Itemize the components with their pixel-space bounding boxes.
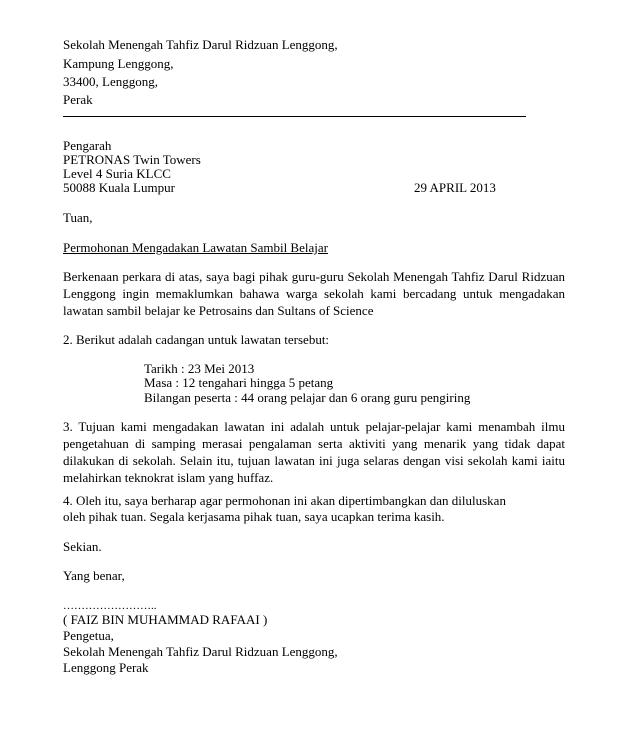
detail-masa: Masa : 12 tengahari hingga 5 petang [144, 375, 334, 390]
subject-line: Permohonan Mengadakan Lawatan Sambil Belajar [63, 240, 328, 255]
detail-bilangan: Bilangan peserta : 44 orang pelajar dan 6 orang guru pengiring [144, 390, 471, 405]
salutation: Tuan, [63, 210, 93, 225]
sender-line-1: Sekolah Menengah Tahfiz Darul Ridzuan Lenggong, [63, 37, 338, 52]
recipient-line-3: Level 4 Suria KLCC [63, 166, 171, 181]
recipient-line-1: Pengarah [63, 138, 112, 153]
letter-date: 29 APRIL 2013 [414, 180, 496, 195]
detail-tarikh: Tarikh : 23 Mei 2013 [144, 361, 255, 376]
paragraph-1: Berkenaan perkara di atas, saya bagi pihak guru-guru Sekolah Menengah Tahfiz Darul Ridzuan Lenggong ingin memaklumkan bahawa warga sekolah kami bercadang untuk mengadakan lawatan sambil belajar ke Petrosains dan Sultans of Science [63, 269, 565, 318]
recipient-line-4: 50088 Kuala Lumpur [63, 180, 175, 195]
signatory-org: Sekolah Menengah Tahfiz Darul Ridzuan Lenggong, [63, 644, 338, 659]
paragraph-4-line-2: oleh pihak tuan. Segala kerjasama pihak tuan, saya ucapkan terima kasih. [63, 509, 445, 524]
signatory-name: ( FAIZ BIN MUHAMMAD RAFAAI ) [63, 612, 268, 627]
sender-line-4: Perak [63, 92, 93, 107]
signatory-title: Pengetua, [63, 628, 114, 643]
signature-dots: …………………….. [63, 600, 157, 612]
sender-line-3: 33400, Lenggong, [63, 74, 158, 89]
signoff: Yang benar, [63, 568, 125, 583]
signatory-place: Lenggong Perak [63, 660, 149, 675]
paragraph-3: 3. Tujuan kami mengadakan lawatan ini adalah untuk pelajar-pelajar kami menambah ilmu pengetahuan di samping merasai pengalaman serta aktiviti yang menarik yang tidak dapat dilakukan di sekolah. Selain itu, tujuan lawatan ini juga selaras dengan visi sekolah kami iaitu melahirkan teknokrat islam yang huffaz. [63, 419, 565, 485]
sender-line-2: Kampung Lenggong, [63, 56, 174, 71]
paragraph-4-line-1: 4. Oleh itu, saya berharap agar permohonan ini akan dipertimbangkan dan diluluskan [63, 493, 506, 508]
closing: Sekian. [63, 539, 102, 554]
recipient-line-2: PETRONAS Twin Towers [63, 152, 201, 167]
header-divider [63, 116, 526, 117]
paragraph-2: 2. Berikut adalah cadangan untuk lawatan tersebut: [63, 332, 330, 347]
